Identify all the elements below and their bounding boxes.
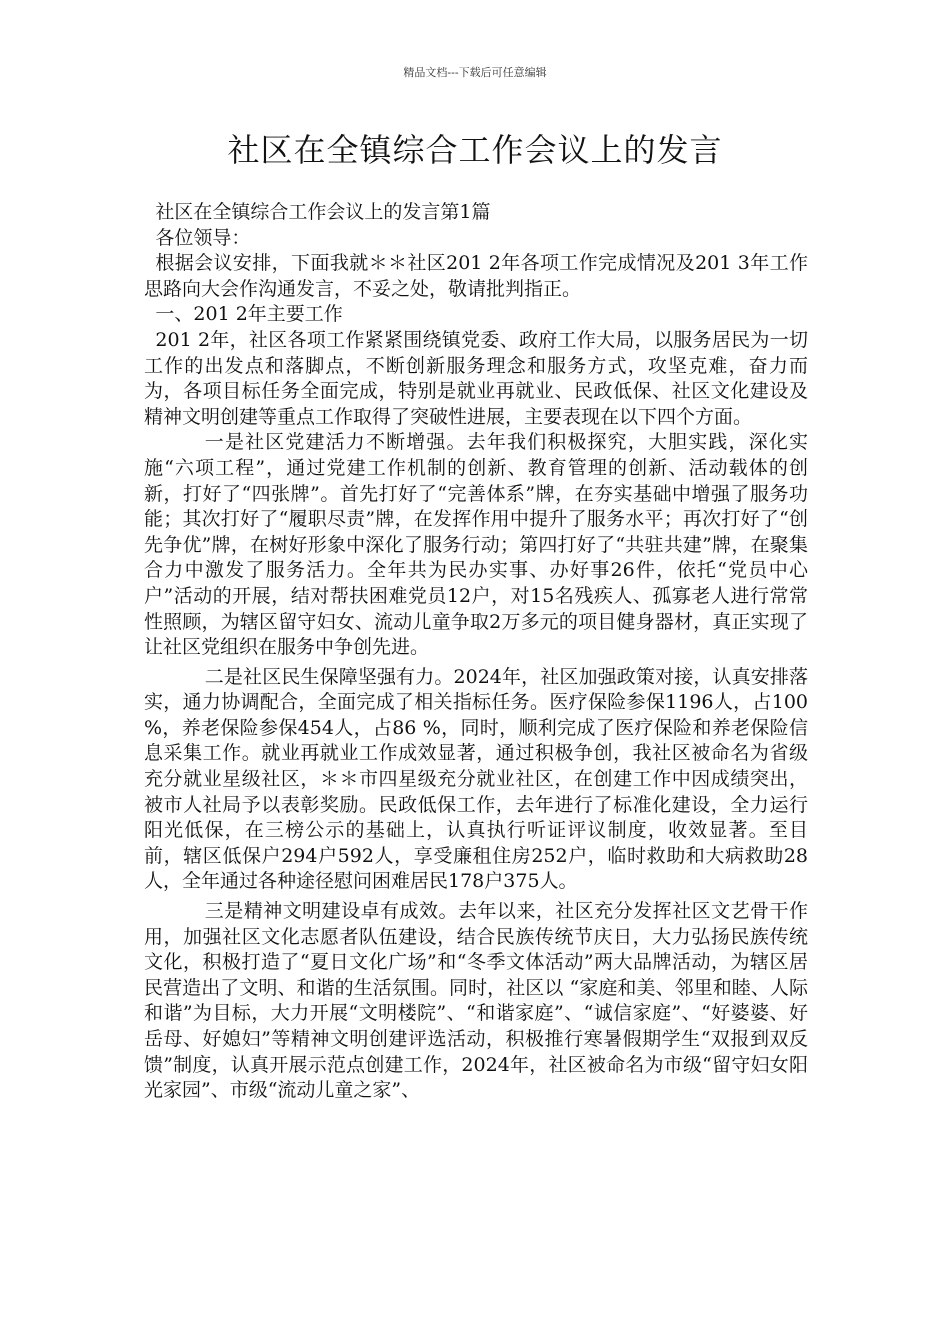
header-note: 精品文档---下载后可任意编辑: [403, 66, 547, 79]
document-body: [144, 200, 808, 1104]
paragraph-party-building: 一是社区党建活力不断增强。去年我们积极探究，大胆实践，深化实施“六项工程”，通过党建工作机制的创新、教育管理的创新、活动载体的创新，打好了“四张牌”。首先打好了“完善体系”牌，在夯实基础中增强了服务功能；其次打好了“履职尽责”牌，在发挥作用中提升了服务水平；再次打好了“创先争优”牌，在树好形象中深化了服务行动；第四打好了“共驻共建”牌，在聚集合力中激发了服务活力。全年共为民办实事、办好事26件，依托“党员中心户”活动的开展，结对帮扶困难党员12户，对15名残疾人、孤寡老人进行常常性照顾，为辖区留守妇女、流动儿童争取2万多元的项目健身器材，真正实现了让社区党组织在服务中争创先进。: [144, 431, 808, 659]
paragraph-overview: 201 2年，社区各项工作紧紧围绕镇党委、政府工作大局，以服务居民为一切工作的出发点和落脚点，不断创新服务理念和服务方式，攻坚克难，奋力而为，各项目标任务全面完成，特别是就业再就业、民政低保、社区文化建设及精神文明创建等重点工作取得了突破性进展，主要表现在以下四个方面。: [144, 328, 808, 428]
paragraph-intro: 根据会议安排，下面我就＊＊社区201 2年各项工作完成情况及201 3年工作思路向大会作沟通发言，不妥之处，敬请批判指正。: [144, 252, 808, 300]
paragraph-civilization: 三是精神文明建设卓有成效。去年以来，社区充分发挥社区文艺骨干作用，加强社区文化志愿者队伍建设，结合民族传统节庆日，大力弘扬民族传统文化，积极打造了“夏日文化广场”和“冬季文体活动”两大品牌活动，为辖区居民营造出了文明、和谐的生活氛围。同时，社区以 “家庭和美、邻里和睦、人际和谐”为目标，大力开展“文明楼院”、“和谐家庭”、“诚信家庭”、“好婆婆、好岳母、好媳妇”等精神文明创建评选活动，积极推行寒暑假期学生“双报到双反馈”制度，认真开展示范点创建工作，2024年，社区被命名为市级“留守妇女阳光家园”、市级“流动儿童之家”、: [144, 900, 808, 1102]
salutation: 各位领导：: [155, 226, 251, 249]
document-title: 社区在全镇综合工作会议上的发言: [227, 131, 723, 169]
paragraph-livelihood: 二是社区民生保障坚强有力。2024年，社区加强政策对接，认真安排落实，通力协调配合，全面完成了相关指标任务。医疗保险参保1196人，占100 %，养老保险参保454人，占86 %，同时，顺利完成了医疗保险和养老保险信息采集工作。就业再就业工作成效显著，通过积极争创，我社区被命名为省级充分就业星级社区，＊＊市四星级充分就业社区，在创建工作中因成绩突出，被市人社局予以表彰奖励。民政低保工作，去年进行了标准化建设，全力运行阳光低保，在三榜公示的基础上，认真执行听证评议制度，收效显著。至目前，辖区低保户294户592人，享受廉租住房252户，临时救助和大病救助28人，全年通过各种途径慰问困难居民178户375人。: [144, 665, 808, 893]
subsection-heading: 一、201 2年主要工作: [155, 303, 343, 326]
section-heading: 社区在全镇综合工作会议上的发言第1篇: [155, 201, 491, 223]
